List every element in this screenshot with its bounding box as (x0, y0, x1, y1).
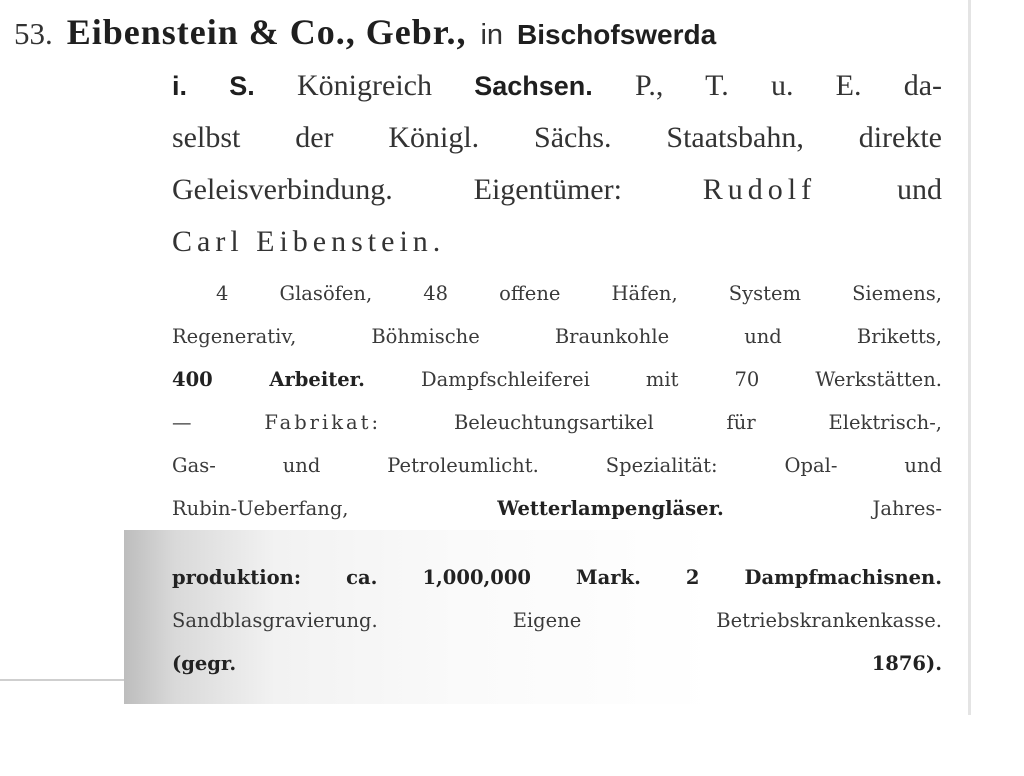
fuel-line: Regenerativ, Böhmische Braunkohle und Briketts, (172, 325, 942, 348)
location-line (172, 64, 942, 108)
overlay-glass: Rubin-Ueberfang, (172, 497, 349, 520)
owner-label: Eigentümer: (473, 173, 622, 206)
entry-number: 53. (14, 16, 53, 51)
owner-name-2: Carl Eibenstein. (172, 225, 446, 258)
owner-line (172, 168, 942, 212)
railway-line: selbst der Königl. Sächs. Staatsbahn, direkte (172, 121, 942, 154)
product-line (172, 411, 942, 434)
town-name: Bischofswerda (517, 19, 717, 50)
lamp-glass: Wetterlampengläser. (497, 497, 724, 520)
annual-word: Jahres- (872, 497, 942, 520)
workers-line (172, 368, 942, 391)
kingdom-word: Königreich (297, 69, 432, 102)
workshop-text: Dampfschleiferei mit 70 Werkstätten. (421, 368, 942, 391)
postal-info: P., T. u. E. da- (635, 69, 943, 102)
entry-heading (14, 8, 944, 59)
product-text: Beleuchtungsartikel für Elektrisch-, (453, 411, 942, 434)
siding-text: Geleisverbindung. (172, 173, 393, 206)
engraving-line: Sandblasgravierung. Eigene Betriebskrankenkasse. (172, 609, 942, 632)
kingdom-name: Sachsen. (474, 71, 593, 101)
founded-line: (gegr. 1876). (172, 652, 942, 675)
firm-name: Eibenstein & Co., Gebr., (66, 12, 467, 52)
location-abbrev: i. S. (172, 71, 255, 101)
product-label: Fabrikat: (264, 411, 382, 434)
in-word: in (480, 19, 504, 51)
specialty-line: Gas- und Petroleumlicht. Spezialität: Opal- und (172, 454, 942, 477)
owner-name-1: Rudolf (702, 173, 817, 206)
workers-count: 400 Arbeiter. (172, 368, 365, 391)
furnace-line: 4 Glasöfen, 48 offene Häfen, System Siemens, (216, 282, 942, 305)
production-line: produktion: ca. 1,000,000 Mark. 2 Dampfmachisnen. (172, 566, 942, 589)
dash: — (172, 411, 192, 434)
glass-line (172, 497, 942, 520)
owner-and: und (897, 173, 942, 206)
